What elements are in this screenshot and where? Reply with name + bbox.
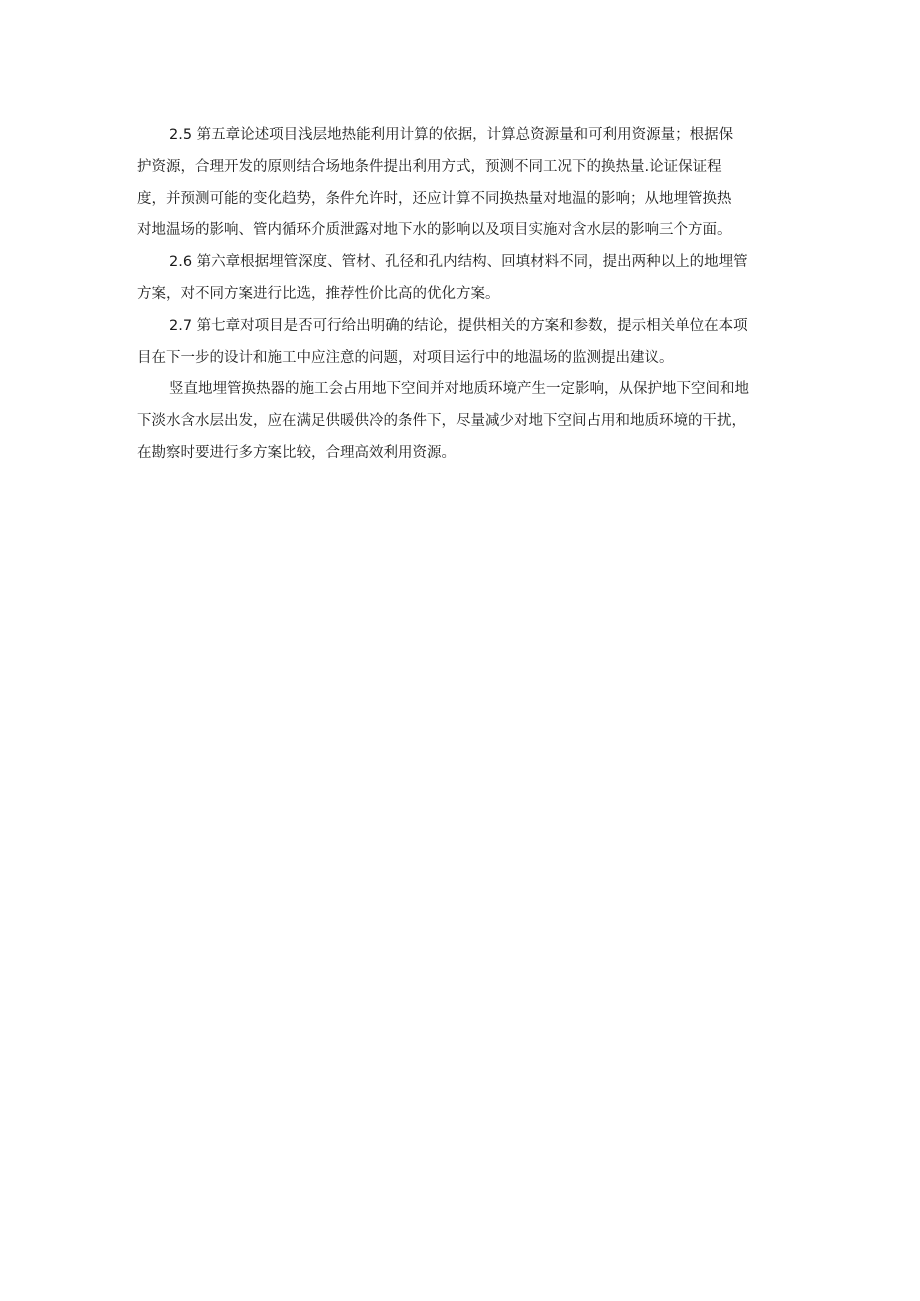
document-body (137, 120, 807, 470)
paragraph-line: 护资源，合理开发的原则结合场地条件提出利用方式，预测不同工况下的换热量.论证保证程 (137, 158, 722, 175)
paragraph-2-6 (137, 247, 807, 311)
paragraph-line: 度，并预测可能的变化趋势，条件允许时，还应计算不同换热量对地温的影响；从地埋管换热 (137, 190, 732, 207)
paragraph-line: 2.6 第六章根据埋管深度、管材、孔径和孔内结构、回填材料不同，提出两种以上的地埋管 (169, 254, 748, 271)
paragraph-2-5 (137, 120, 807, 247)
paragraph-line: 2.7 第七章对项目是否可行给出明确的结论，提供相关的方案和参数，提示相关单位在本项 (169, 317, 748, 334)
paragraph-line: 2.5 第五章论述项目浅层地热能利用计算的依据，计算总资源量和可利用资源量；根据保 (169, 127, 734, 143)
paragraph-line: 在勘察时要进行多方案比较，合理高效利用资源。 (137, 444, 456, 461)
paragraph-line: 目在下一步的设计和施工中应注意的问题，对项目运行中的地温场的监测提出建议。 (137, 349, 674, 366)
paragraph-line: 方案，对不同方案进行比选，推荐性价比高的优化方案。 (137, 285, 500, 302)
paragraph-closing (137, 374, 807, 469)
paragraph-line: 下淡水含水层出发，应在满足供暖供冷的条件下，尽量减少对地下空间占用和地质环境的干扰， (137, 413, 746, 430)
paragraph-2-7 (137, 311, 807, 375)
paragraph-line: 对地温场的影响、管内循环介质泄露对地下水的影响以及项目实施对含水层的影响三个方面。 (137, 222, 732, 239)
paragraph-line: 竖直地埋管换热器的施工会占用地下空间并对地质环境产生一定影响，从保护地下空间和地 (169, 381, 749, 398)
